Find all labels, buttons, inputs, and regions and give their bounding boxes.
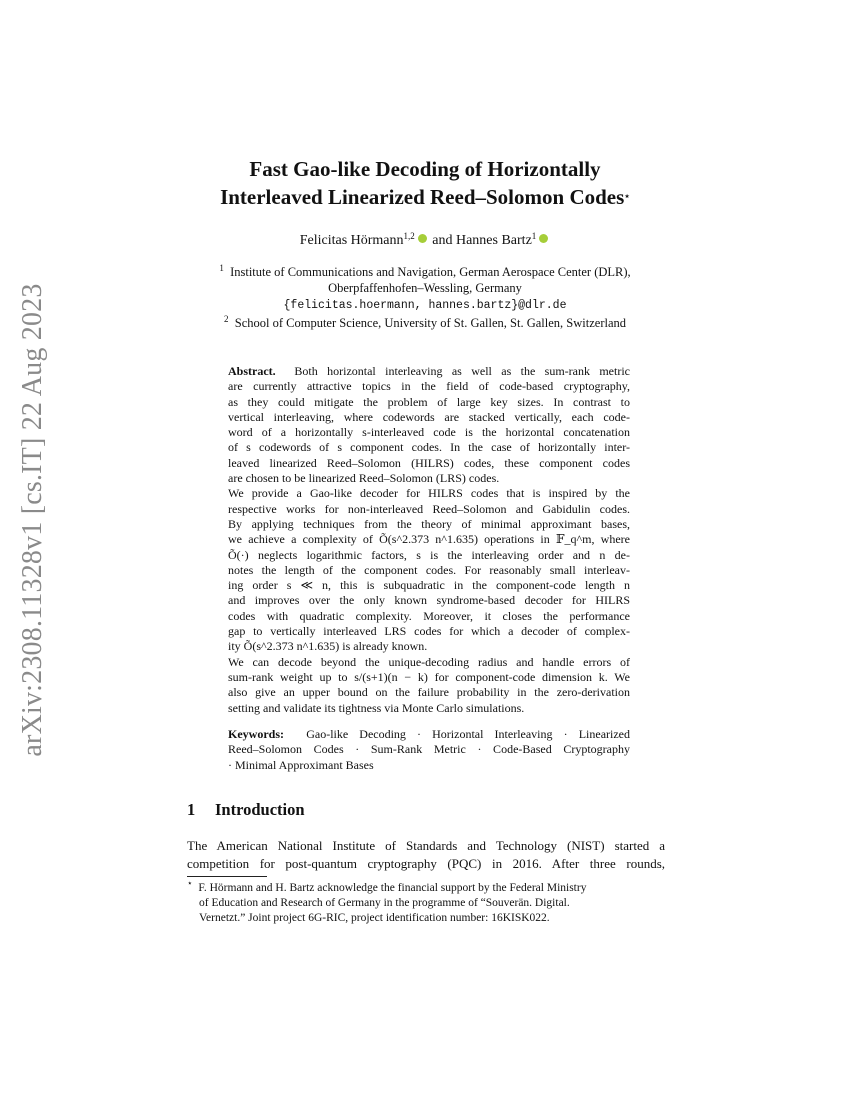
author-2-name: and Hannes Bartz bbox=[432, 233, 532, 248]
footnote-line: Vernetzt.” Joint project 6G-RIC, project identification number: 16KISK022. bbox=[199, 912, 550, 924]
title-line-1: Fast Gao-like Decoding of Horizontally bbox=[249, 157, 601, 181]
abstract-line: vertical interleaving, where codewords are stacked vertically, each code- bbox=[228, 409, 630, 424]
abstract-line: respective works for non-interleaved Reed–Solomon and Gabidulin codes. bbox=[228, 501, 630, 516]
affiliation-1-text: Institute of Communications and Navigation, German Aerospace Center (DLR), bbox=[230, 265, 631, 279]
abstract-line: codes with quadratic complexity. Moreover, it closes the performance bbox=[228, 608, 630, 623]
abstract-line: of s codewords of s component codes. In the case of horizontally inter- bbox=[228, 440, 630, 455]
abstract-line bbox=[228, 364, 630, 379]
keywords-line: · Minimal Approximant Bases bbox=[228, 757, 374, 772]
author-list bbox=[150, 233, 700, 249]
section-number: 1 bbox=[187, 800, 196, 819]
abstract-line: are currently attractive topics in the field of code-based cryptography, bbox=[228, 379, 630, 394]
paper-title bbox=[150, 155, 700, 211]
author-emails[interactable] bbox=[150, 296, 700, 314]
abstract-line: We can decode beyond the unique-decoding radius and handle errors of bbox=[228, 654, 630, 669]
affiliations bbox=[150, 264, 700, 331]
author-1-affil: 1,2 bbox=[403, 231, 415, 241]
abstract-line: By applying techniques from the theory of minimal approximant bases, bbox=[228, 516, 630, 531]
keywords-line bbox=[228, 727, 630, 742]
abstract-line: sum-rank weight up to s/(s+1)(n − k) for component-code dimension k. We bbox=[228, 669, 630, 684]
affiliation-1-line-1 bbox=[150, 264, 700, 280]
title-line-2-text: Interleaved Linearized Reed–Solomon Codes bbox=[220, 185, 625, 209]
abstract-line: ing order s ≪ n, this is subquadratic in the component-code length n bbox=[228, 578, 630, 593]
footnote-rule bbox=[187, 876, 267, 877]
abstract-line: also give an upper bound on the failure probability in the zero-derivation bbox=[228, 685, 630, 700]
footnote-line: of Education and Research of Germany in the programme of “Souverän. Digital. bbox=[199, 897, 570, 909]
abstract bbox=[228, 364, 630, 716]
abstract-line: gap to vertically interleaved LRS codes for which a decoder of complex- bbox=[228, 624, 630, 639]
abstract-line: and improves over the only known syndrome-based decoder for HILRS bbox=[228, 593, 630, 608]
keywords-line-text: Gao-like Decoding · Horizontal Interleaving · Linearized bbox=[306, 727, 631, 741]
abstract-line: we achieve a complexity of Õ(s^2.373 n^1.635) operations in 𝔽_q^m, where bbox=[228, 532, 630, 547]
keywords-line: Reed–Solomon Codes · Sum-Rank Metric · Code-Based Cryptography bbox=[228, 742, 630, 757]
email-names: {felicitas.hoermann, hannes.bartz} bbox=[283, 299, 519, 313]
title-footnote-mark: ⋆ bbox=[624, 191, 630, 201]
affiliation-1-line-2: Oberpfaffenhofen–Wessling, Germany bbox=[328, 281, 522, 296]
orcid-icon[interactable] bbox=[418, 234, 427, 243]
abstract-line: notes the length of the component codes. For reasonably small interleav- bbox=[228, 562, 630, 577]
affiliation-1-mark: 1 bbox=[219, 263, 224, 273]
author-1-name: Felicitas Hörmann bbox=[299, 233, 404, 248]
abstract-line: are chosen to be linearized Reed–Solomon (LRS) codes. bbox=[228, 471, 500, 486]
affiliation-2-mark: 2 bbox=[224, 313, 229, 324]
abstract-line: ity Õ(s^2.373 n^1.635) is already known. bbox=[228, 639, 428, 654]
abstract-line: leaved linearized Reed–Solomon (HILRS) codes, these component codes bbox=[228, 455, 630, 470]
email-domain: @dlr.de bbox=[518, 299, 567, 313]
abstract-line: as they could mitigate the problem of large key sizes. In contrast to bbox=[228, 394, 630, 409]
abstract-line: Õ(·) neglects logarithmic factors, s is the interleaving order and n de- bbox=[228, 547, 630, 562]
abstract-line: setting and validate its tightness via Monte Carlo simulations. bbox=[228, 700, 525, 715]
abstract-line: word of a horizontally s-interleaved code is the horizontal concatenation bbox=[228, 425, 630, 440]
body-line: competition for post-quantum cryptography (PQC) in 2016. After three rounds, bbox=[187, 856, 665, 871]
footnote-line-text: F. Hörmann and H. Bartz acknowledge the financial support by the Federal Ministry bbox=[198, 882, 587, 894]
affiliation-2-text: School of Computer Science, University of St. Gallen, St. Gallen, Switzerland bbox=[234, 315, 626, 330]
footnote bbox=[187, 878, 665, 926]
orcid-icon[interactable] bbox=[539, 234, 548, 243]
abstract-line: We provide a Gao-like decoder for HILRS codes that is inspired by the bbox=[228, 486, 630, 501]
arxiv-sidebar bbox=[8, 270, 58, 770]
author-2-affil: 1 bbox=[531, 231, 537, 241]
keywords bbox=[228, 727, 630, 773]
body-line: The American National Institute of Standards and Technology (NIST) started a bbox=[187, 838, 665, 853]
arxiv-identifier: arXiv:2308.11328v1 [cs.IT] 22 Aug 2023 bbox=[17, 283, 48, 757]
title-line-2 bbox=[150, 183, 700, 211]
section-heading bbox=[187, 800, 305, 820]
abstract-label: Abstract. bbox=[228, 364, 276, 378]
body-text bbox=[187, 837, 665, 873]
affiliation-2 bbox=[150, 315, 700, 331]
keywords-label: Keywords: bbox=[228, 727, 284, 741]
abstract-line-text: Both horizontal interleaving as well as the sum-rank metric bbox=[294, 364, 630, 378]
section-title: Introduction bbox=[215, 800, 305, 819]
footnote-line bbox=[187, 878, 665, 896]
footnote-mark: ⋆ bbox=[187, 878, 193, 888]
